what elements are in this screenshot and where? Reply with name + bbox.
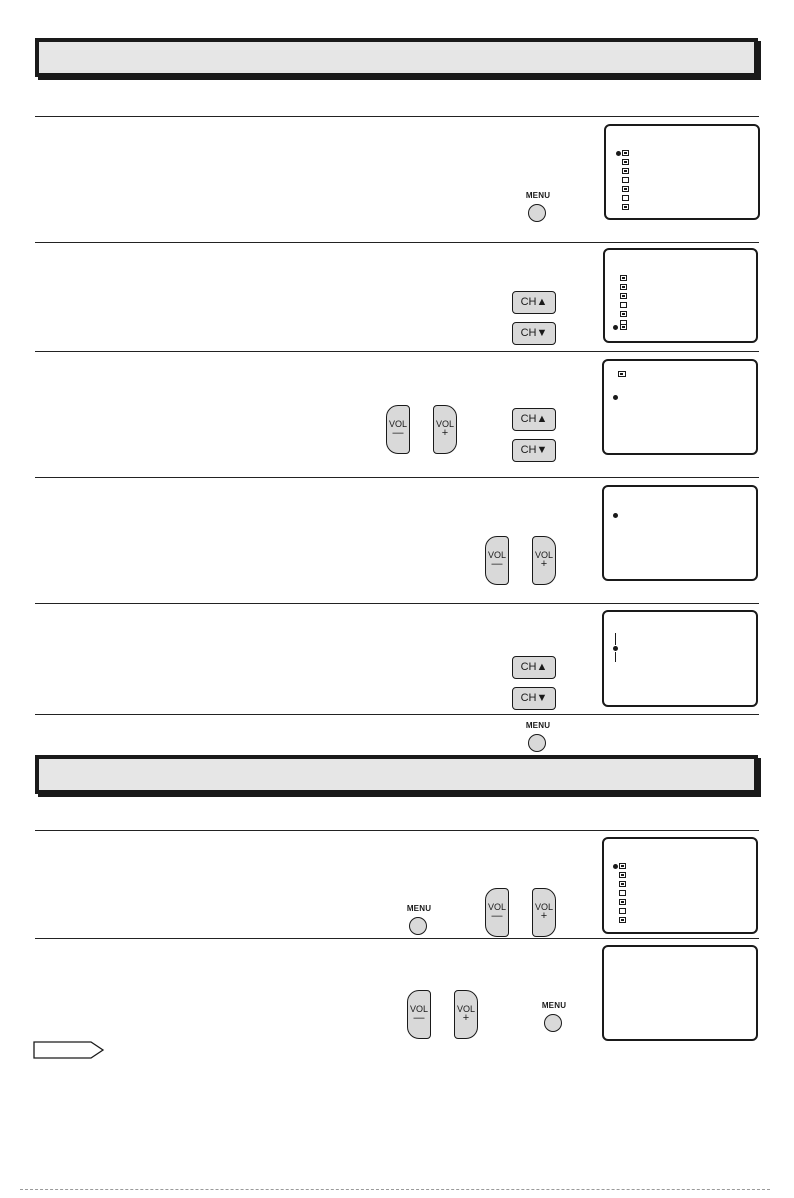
ch-up-button[interactable]: CH▲ bbox=[512, 656, 556, 679]
divider bbox=[35, 477, 759, 478]
divider bbox=[35, 116, 759, 117]
minus-sign: — bbox=[413, 1012, 425, 1024]
vol-label: VOL bbox=[534, 550, 553, 560]
minus-sign: — bbox=[491, 558, 503, 570]
plus-sign: + bbox=[441, 427, 449, 439]
round-button-icon bbox=[409, 917, 427, 935]
vol-label: VOL bbox=[487, 902, 506, 912]
menu-button[interactable] bbox=[397, 904, 441, 948]
section-header-bar-2 bbox=[35, 755, 758, 794]
divider bbox=[35, 351, 759, 352]
arrow-tag-icon bbox=[33, 1041, 105, 1059]
plus-sign: + bbox=[462, 1012, 470, 1024]
menu-square-icon bbox=[619, 917, 626, 923]
vol-label: VOL bbox=[435, 419, 454, 429]
menu-button-label: MENU bbox=[406, 904, 432, 913]
menu-button[interactable] bbox=[516, 191, 560, 235]
bullet-dot-icon bbox=[613, 325, 618, 330]
vol-label: VOL bbox=[534, 902, 553, 912]
menu-square-icon bbox=[622, 177, 629, 183]
round-button-icon bbox=[528, 204, 546, 222]
vol-plus-button[interactable] bbox=[532, 536, 556, 585]
menu-square-icon bbox=[620, 302, 627, 308]
menu-square-icon bbox=[620, 293, 627, 299]
menu-square-icon bbox=[620, 311, 627, 317]
divider bbox=[35, 603, 759, 604]
menu-square-icon bbox=[620, 275, 627, 281]
tv-screen-submenu bbox=[602, 485, 758, 581]
menu-square-icon bbox=[619, 899, 626, 905]
tv-screen-menu bbox=[603, 248, 758, 343]
vol-plus-button[interactable] bbox=[454, 990, 478, 1039]
ch-up-button[interactable]: CH▲ bbox=[512, 291, 556, 314]
vol-minus-button[interactable] bbox=[407, 990, 431, 1039]
bullet-dot-icon bbox=[613, 646, 618, 651]
menu-square-icon bbox=[622, 195, 629, 201]
tv-screen-blank bbox=[602, 945, 758, 1041]
minus-sign: — bbox=[491, 910, 503, 922]
menu-button-label: MENU bbox=[525, 721, 551, 730]
menu-button[interactable] bbox=[532, 1001, 576, 1045]
ch-down-button[interactable]: CH▼ bbox=[512, 687, 556, 710]
plus-sign: + bbox=[540, 558, 548, 570]
round-button-icon bbox=[544, 1014, 562, 1032]
bullet-dot-icon bbox=[616, 151, 621, 156]
section-header-bar-1 bbox=[35, 38, 758, 77]
menu-button-label: MENU bbox=[541, 1001, 567, 1010]
menu-square-icon bbox=[622, 186, 629, 192]
menu-square-icon bbox=[620, 324, 627, 330]
menu-square-icon bbox=[619, 863, 626, 869]
menu-square-icon bbox=[622, 204, 629, 210]
menu-square-icon bbox=[622, 159, 629, 165]
page-bottom-rule bbox=[20, 1189, 770, 1190]
minus-sign: — bbox=[392, 427, 404, 439]
menu-square-icon bbox=[619, 872, 626, 878]
bullet-dot-icon bbox=[613, 864, 618, 869]
tv-screen-menu bbox=[604, 124, 760, 220]
menu-square-icon bbox=[619, 890, 626, 896]
menu-square-icon bbox=[619, 881, 626, 887]
tv-screen-adjust bbox=[602, 610, 758, 707]
menu-square-icon bbox=[622, 150, 629, 156]
tv-screen-menu bbox=[602, 837, 758, 934]
menu-square-icon bbox=[620, 284, 627, 290]
ch-down-button[interactable]: CH▼ bbox=[512, 439, 556, 462]
scroll-line-icon bbox=[615, 652, 616, 662]
menu-square-icon bbox=[622, 168, 629, 174]
menu-button-label: MENU bbox=[525, 191, 551, 200]
vol-label: VOL bbox=[487, 550, 506, 560]
divider bbox=[35, 242, 759, 243]
tv-screen-submenu bbox=[602, 359, 758, 455]
scroll-line-icon bbox=[615, 633, 616, 645]
vol-label: VOL bbox=[456, 1004, 475, 1014]
bullet-dot-icon bbox=[613, 395, 618, 400]
vol-minus-button[interactable] bbox=[485, 536, 509, 585]
divider bbox=[35, 830, 759, 831]
vol-label: VOL bbox=[409, 1004, 428, 1014]
plus-sign: + bbox=[540, 910, 548, 922]
bullet-dot-icon bbox=[613, 513, 618, 518]
menu-square-icon bbox=[619, 908, 626, 914]
vol-plus-button[interactable] bbox=[433, 405, 457, 454]
round-button-icon bbox=[528, 734, 546, 752]
ch-down-button[interactable]: CH▼ bbox=[512, 322, 556, 345]
divider bbox=[35, 714, 759, 715]
vol-label: VOL bbox=[388, 419, 407, 429]
vol-plus-button[interactable] bbox=[532, 888, 556, 937]
menu-square-icon bbox=[618, 371, 626, 377]
vol-minus-button[interactable] bbox=[386, 405, 410, 454]
ch-up-button[interactable]: CH▲ bbox=[512, 408, 556, 431]
vol-minus-button[interactable] bbox=[485, 888, 509, 937]
